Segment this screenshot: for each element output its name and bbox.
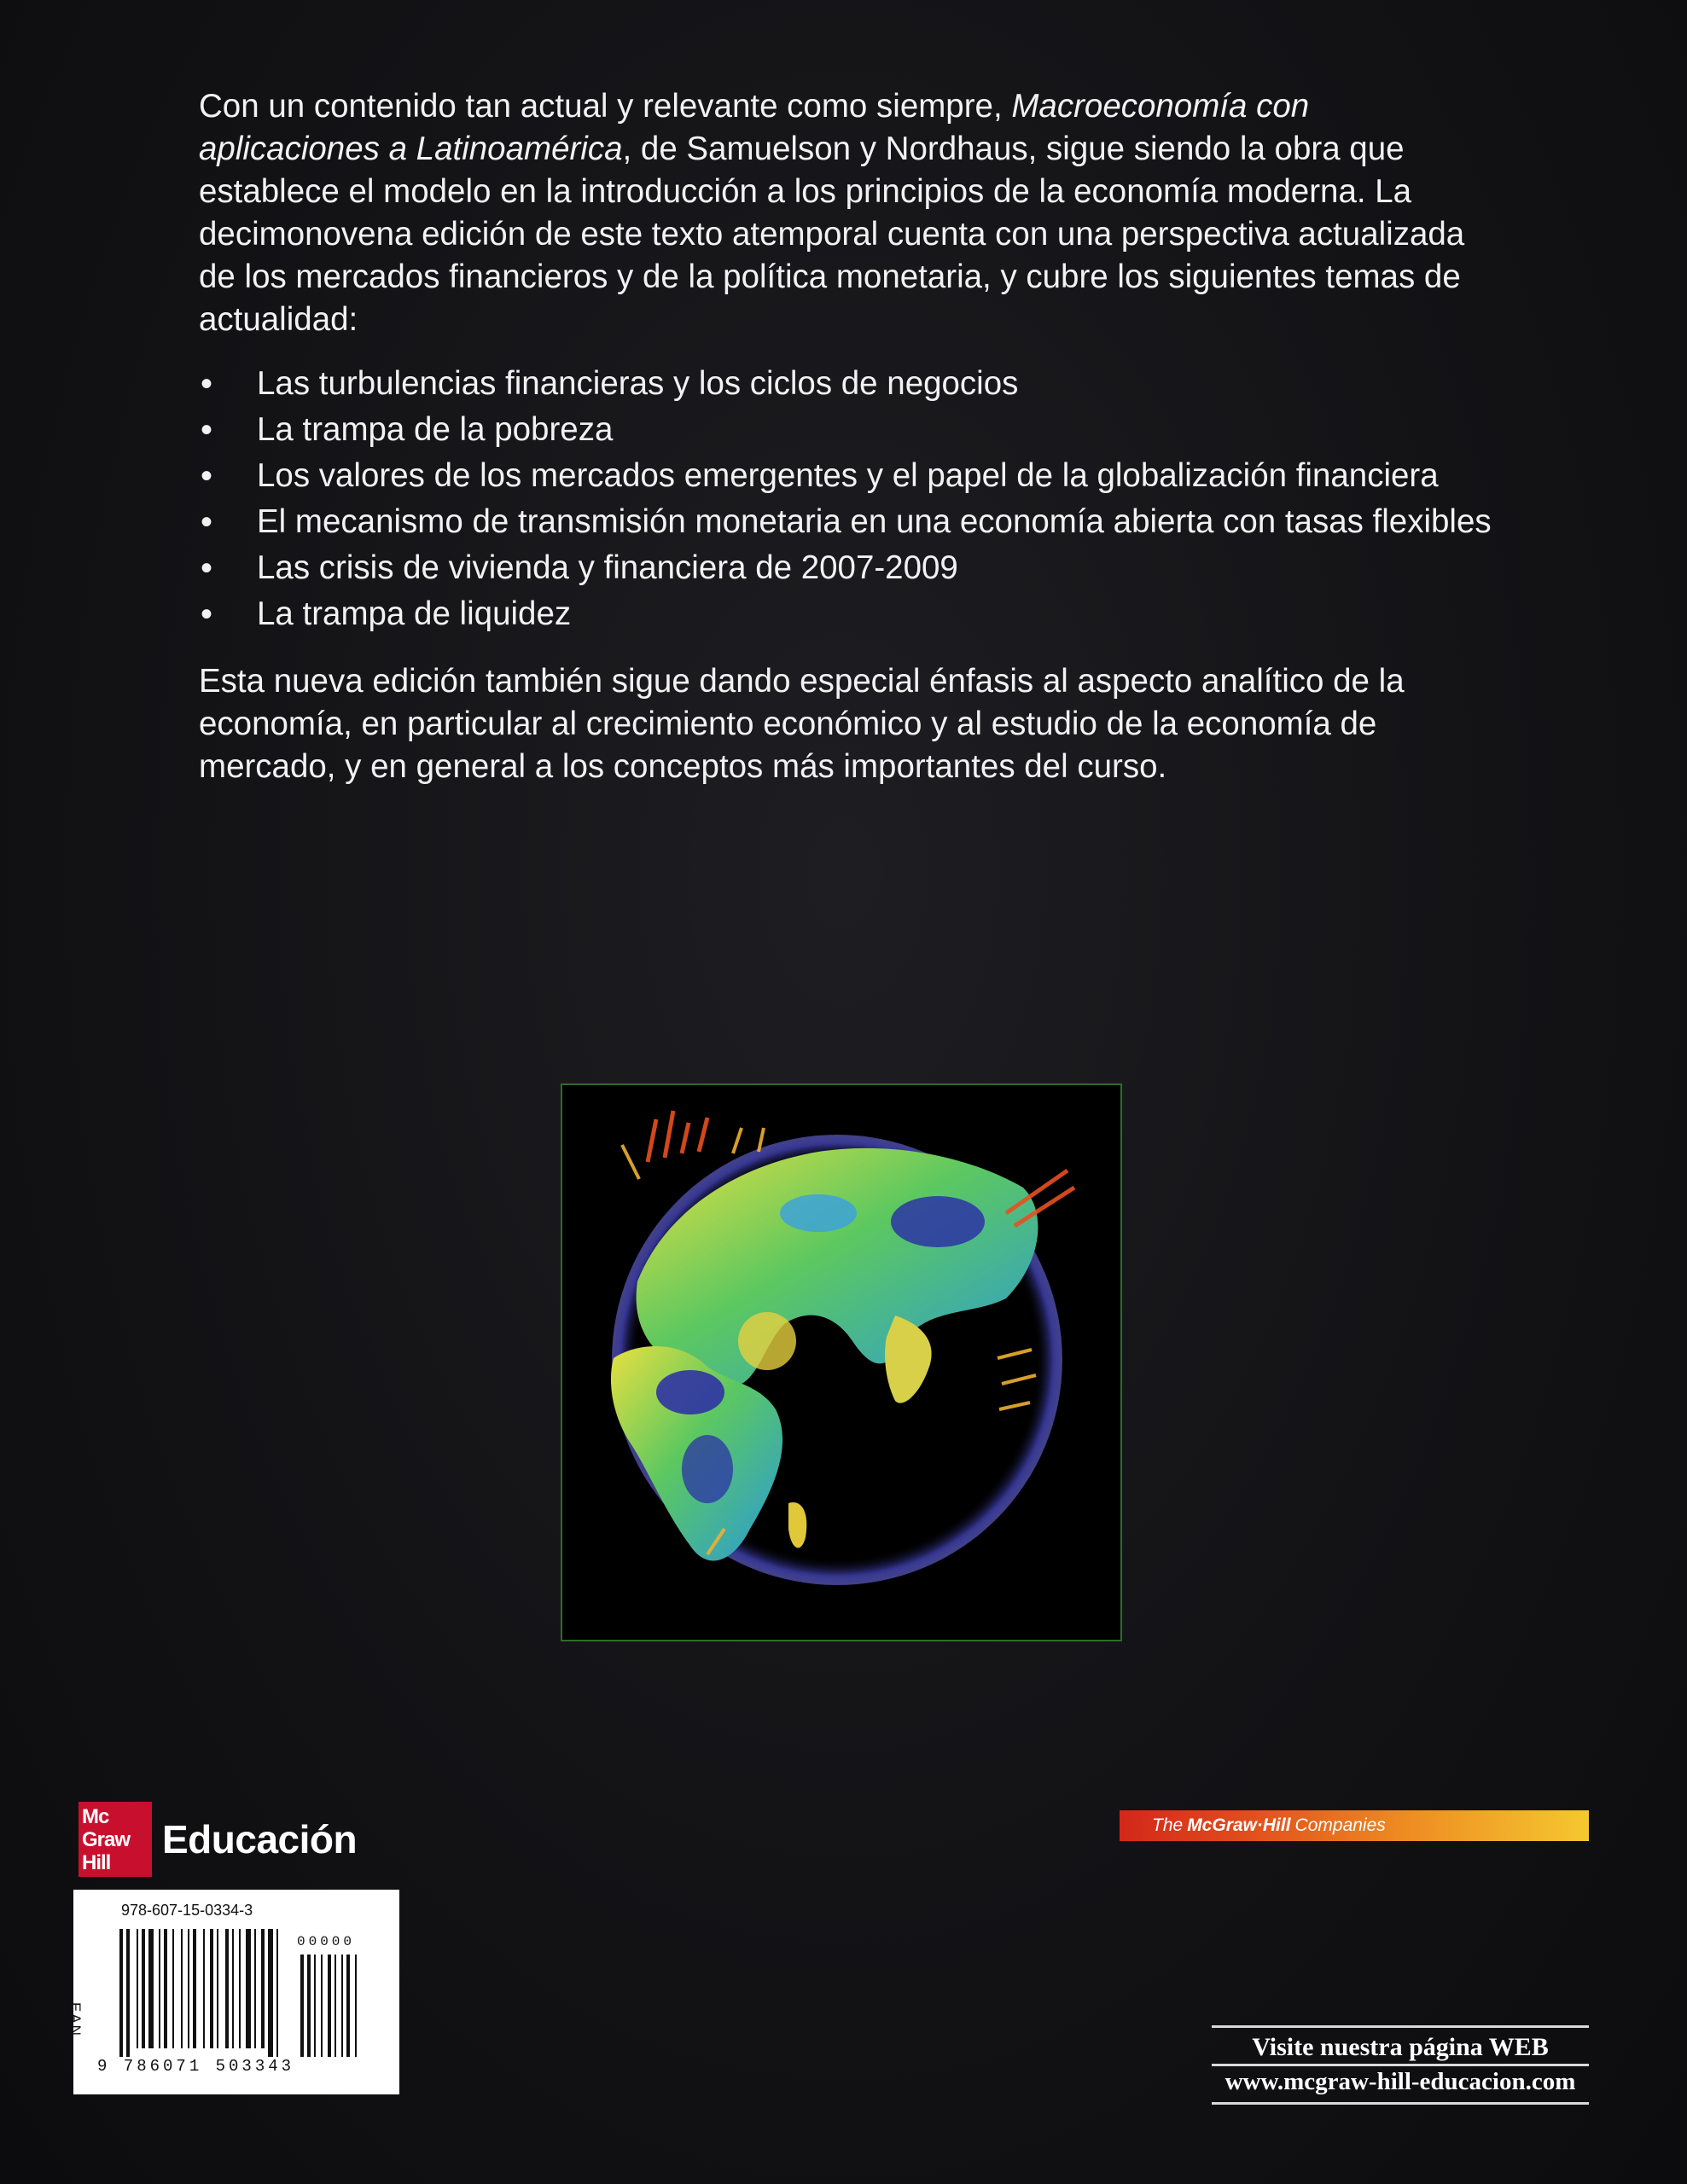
intro-text-start: Con un contenido tan actual y relevante como siempre,	[199, 88, 1012, 125]
addon-bar	[307, 1955, 311, 2057]
list-item: • Las turbulencias financieras y los ciclos de negocios	[199, 367, 1496, 401]
barcode-bar	[126, 1929, 130, 2057]
list-item: • Los valores de los mercados emergentes y el papel de la globalización financiera	[199, 459, 1496, 493]
intro-paragraph	[199, 85, 1496, 341]
list-item: • La trampa de la pobreza	[199, 413, 1496, 447]
addon-bar	[321, 1955, 323, 2057]
globe-illustration	[562, 1085, 1120, 1640]
closing-paragraph: Esta nueva edición también sigue dando especial énfasis al aspecto analítico de la economía, en particular al crecimiento económico y al estudio de la economía de mercado, y en general a los conceptos más importantes del curso.	[199, 663, 1405, 785]
mcgraw-hill-logo-mark	[79, 1802, 152, 1877]
list-item: • Las crisis de vivienda y financiera de 2007-2009	[199, 551, 1496, 585]
barcode-bar	[232, 1929, 234, 2048]
list-item: • La trampa de liquidez	[199, 597, 1496, 631]
barcode-bar	[137, 1929, 138, 2048]
barcode-bar	[172, 1929, 174, 2048]
barcode-bar	[239, 1929, 241, 2048]
barcode-bar	[142, 1929, 145, 2048]
ean-label: EAN	[67, 2002, 84, 2037]
barcode-bar	[210, 1929, 213, 2048]
website-url[interactable]: www.mcgraw-hill-educacion.com	[1225, 2068, 1576, 2095]
barcode-bar	[159, 1929, 160, 2048]
barcode-bar	[254, 1929, 256, 2048]
barcode-bar	[225, 1929, 229, 2048]
logo-line-graw: Graw	[82, 1828, 131, 1851]
barcode-panel	[67, 1890, 399, 2094]
barcode-bar	[188, 1929, 189, 2048]
divider	[1212, 2025, 1589, 2028]
isbn-number: 978-607-15-0334-3	[121, 1902, 253, 1919]
addon-bar	[300, 1955, 304, 2057]
addon-bar	[346, 1955, 350, 2057]
barcode-bar	[193, 1929, 196, 2048]
addon-digits: 00000	[297, 1934, 356, 1949]
barcode-bar	[148, 1929, 154, 2048]
list-item: • El mecanismo de transmisión monetaria en una economía abierta con tasas flexibles	[199, 505, 1496, 539]
barcode-bar	[246, 1929, 251, 2048]
addon-bar	[341, 1955, 343, 2057]
companies-name: McGraw·Hill	[1187, 1815, 1291, 1835]
addon-bar	[334, 1955, 336, 2057]
website-box	[1212, 2025, 1589, 2105]
website-caption: Visite nuestra página WEB	[1252, 2033, 1549, 2061]
topics-list	[199, 367, 1496, 631]
mcgraw-hill-educacion-logo	[79, 1802, 357, 1877]
addon-bar	[314, 1955, 316, 2057]
companies-prefix: The	[1152, 1815, 1184, 1835]
back-cover-blurb	[199, 85, 1496, 788]
barcode-bar	[268, 1929, 273, 2057]
book-title: Macroeconomía con aplicaciones a Latinoamérica	[199, 88, 1310, 167]
logo-line-hill: Hill	[82, 1851, 111, 1874]
barcode-bar	[217, 1929, 218, 2048]
intro-text-end: , de Samuelson y Nordhaus, sigue siendo la obra que establece el modelo en la introducción a los principios de la economía moderna. La decimonovena edición de este texto atemporal cuenta con una perspectiva actualizada de los mercados financieros y de la política monetaria, y cubre los siguientes temas de actualidad:	[199, 131, 1465, 338]
barcode-bar	[261, 1929, 265, 2048]
addon-bar	[328, 1955, 331, 2057]
globe-image	[561, 1083, 1122, 1641]
barcode-bar	[119, 1929, 123, 2057]
divider	[1212, 2102, 1589, 2105]
barcode-bar	[181, 1929, 183, 2048]
logo-line-mc: Mc	[82, 1805, 109, 1828]
barcode-bar	[276, 1929, 278, 2057]
imprint-name: Educación	[162, 1817, 358, 1862]
ean-digits: 9 786071 503343	[97, 2057, 295, 2076]
barcode-bar	[203, 1929, 205, 2048]
mcgraw-hill-companies-banner	[1120, 1810, 1589, 1841]
companies-suffix: Companies	[1294, 1815, 1386, 1835]
barcode-bar	[164, 1929, 167, 2048]
addon-bar	[355, 1955, 357, 2057]
